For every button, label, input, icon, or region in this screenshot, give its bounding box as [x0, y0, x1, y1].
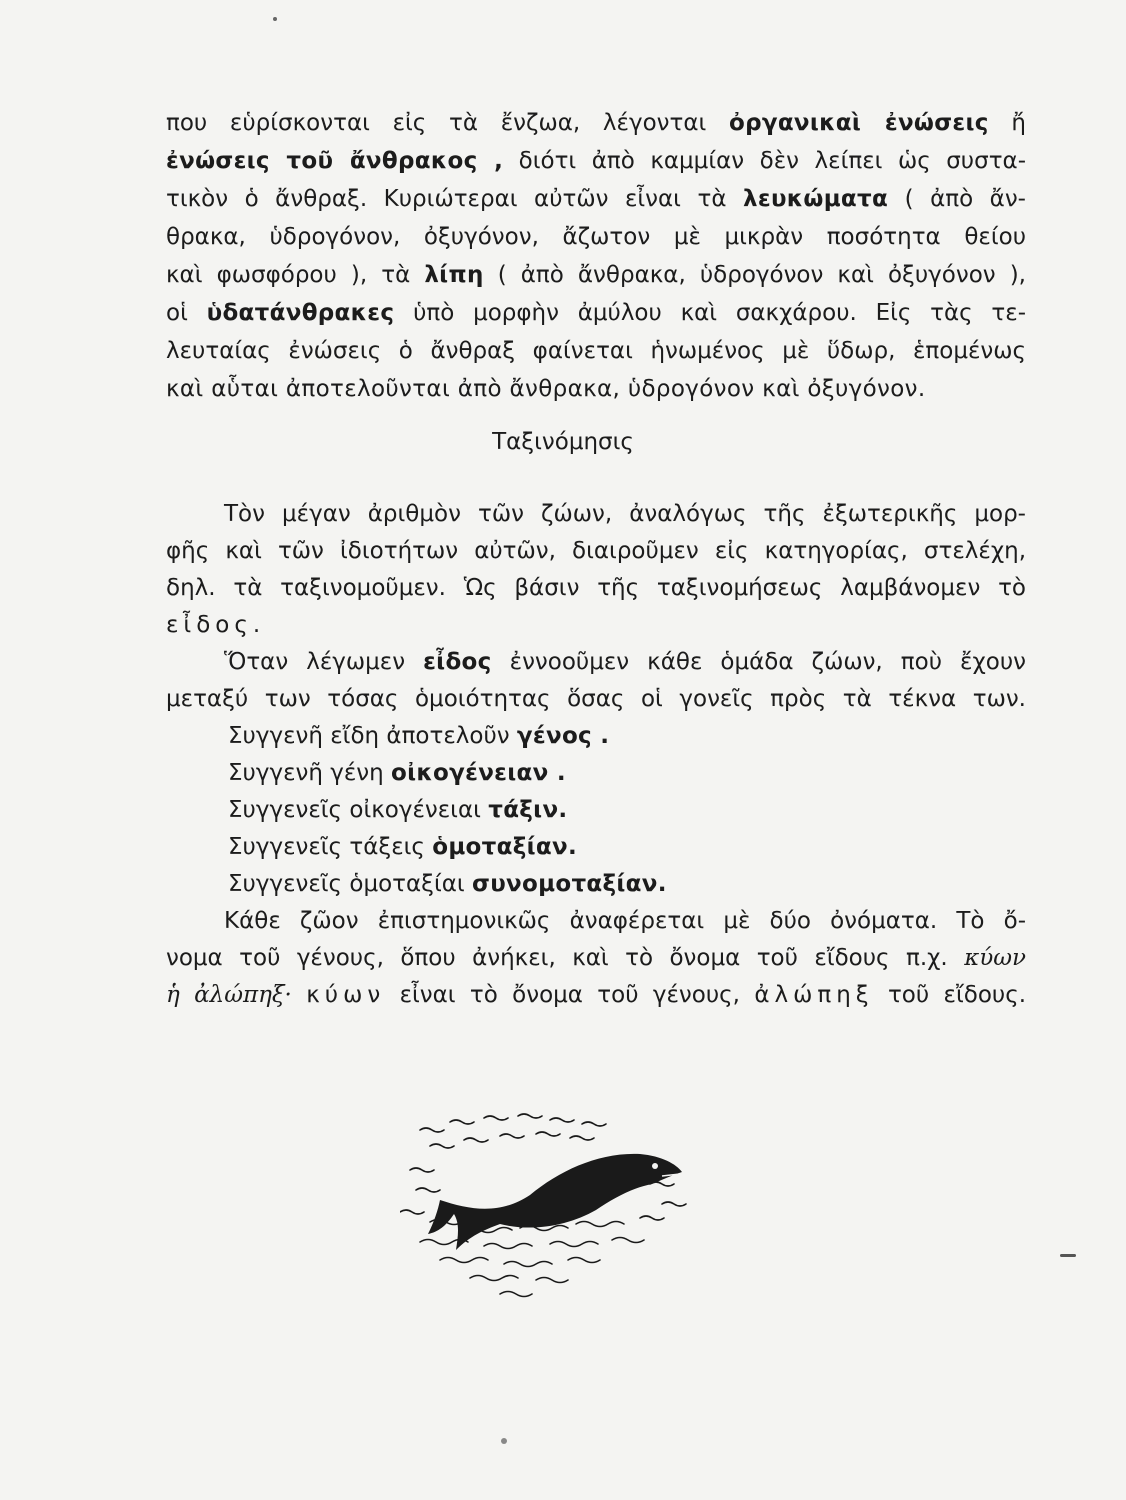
text-run: Συγγενῆ γένη: [228, 760, 392, 786]
whale-illustration: [400, 1100, 710, 1310]
bold-term: ὀργανικαὶ ἐνώσεις: [729, 110, 989, 136]
text-run: [292, 982, 306, 1008]
text-run: φῆς καὶ τῶν ἰδιοτήτων αὐτῶν, διαιροῦμεν εἰς κατηγορίας, στελέχη,: [166, 538, 1026, 564]
bold-term: τάξιν.: [488, 797, 568, 823]
text-run: ( ἀπὸ ἄνθρακα, ὑδρογόνον καὶ ὀξυγόνον ),: [483, 262, 1026, 288]
italic-term: ἡ ἀλώπηξ·: [166, 982, 292, 1008]
text-run: καὶ αὗται ἀποτελοῦνται ἀπὸ ἄνθρακα, ὑδρογόνον καὶ ὀξυγόνον.: [166, 376, 926, 402]
text-run: εἶναι τὸ ὄνομα τοῦ γένους,: [385, 982, 755, 1008]
text-run: μεταξύ των τόσας ὁμοιότητας ὅσας οἱ γονεῖς πρὸς τὰ τέκνα των.: [166, 686, 1026, 712]
text-run: θρακα, ὑδρογόνον, ὀξυγόνον, ἄζωτον μὲ μικρὰν ποσότητα θείου: [166, 224, 1026, 250]
text-run: ὑπὸ μορφὴν ἀμύλου καὶ σακχάρου. Εἰς τὰς τε-: [394, 300, 1026, 326]
bold-term: οἰκογένειαν .: [391, 760, 566, 786]
text-line: [166, 256, 1026, 294]
text-line: [166, 644, 1026, 681]
bold-term: εἶδος: [423, 649, 492, 675]
text-line: [166, 180, 1026, 218]
text-run: τικὸν ὁ ἄνθραξ. Κυριώτεραι αὐτῶν εἶναι τὰ: [166, 186, 743, 212]
paragraph-organic-compounds: [166, 104, 1026, 408]
dust-speck: [501, 1438, 507, 1444]
text-line: [166, 940, 1026, 977]
text-line: [166, 104, 1026, 142]
text-run: Συγγενεῖς ὁμοταξίαι: [228, 871, 473, 897]
text-run: λευταίας ἐνώσεις ὁ ἄνθραξ φαίνεται ἡνωμένος μὲ ὕδωρ, ἑπομένως: [166, 338, 1026, 364]
paragraph-classification: [166, 496, 1026, 1014]
bold-term: ἐνώσεις τοῦ ἄνθρακος ,: [166, 148, 504, 174]
text-line: [166, 218, 1026, 256]
text-run: Συγγενεῖς τάξεις: [228, 834, 433, 860]
hierarchy-list-item: [166, 718, 1026, 755]
text-line: [166, 977, 1026, 1014]
text-run: Τὸν μέγαν ἀριθμὸν τῶν ζώων, ἀναλόγως τῆς ἐξωτερικῆς μορ-: [224, 501, 1026, 527]
dust-speck: [1060, 1254, 1076, 1257]
text-line: [166, 370, 1026, 408]
hierarchy-list-item: [166, 829, 1026, 866]
hierarchy-list-item: [166, 792, 1026, 829]
text-run: ἐννοοῦμεν κάθε ὁμάδα ζώων, ποὺ ἔχουν: [491, 649, 1026, 675]
text-line: [166, 607, 1026, 644]
spaced-term: κύων: [306, 982, 386, 1008]
text-run: καὶ φωσφόρου ), τὰ: [166, 262, 425, 288]
bold-term: ὁμοταξίαν.: [432, 834, 577, 860]
text-line: [166, 533, 1026, 570]
text-line: [166, 142, 1026, 180]
text-line: [166, 570, 1026, 607]
text-run: Συγγενῆ εἴδη ἀποτελοῦν: [228, 723, 517, 749]
text-run: νομα τοῦ γένους, ὅπου ἀνήκει, καὶ τὸ ὄνομα τοῦ εἴδους π.χ.: [166, 945, 965, 971]
text-line: [166, 294, 1026, 332]
dust-speck: [273, 17, 277, 21]
text-run: ἤ: [988, 110, 1027, 136]
bold-term: ὑδατάνθρακες: [206, 300, 395, 326]
bold-term: συνομοταξίαν.: [472, 871, 667, 897]
bold-term: λευκώματα: [742, 186, 889, 212]
text-run: που εὑρίσκονται εἰς τὰ ἔνζωα, λέγονται: [166, 110, 729, 136]
text-run: τοῦ εἴδους.: [873, 982, 1027, 1008]
text-line: [166, 332, 1026, 370]
text-line: [166, 681, 1026, 718]
text-run: οἱ: [166, 300, 207, 326]
text-run: Συγγενεῖς οἰκογένειαι: [228, 797, 489, 823]
text-line: [166, 903, 1026, 940]
text-run: Κάθε ζῶον ἐπιστημονικῶς ἀναφέρεται μὲ δύο ὀνόματα. Τὸ ὄ-: [224, 908, 1026, 934]
spaced-term: ἀλώπηξ: [754, 982, 874, 1008]
text-run: διότι ἀπὸ καμμίαν δὲν λείπει ὡς συστα-: [503, 148, 1026, 174]
text-run: ( ἀπὸ ἄν-: [888, 186, 1026, 212]
text-run: Ὅταν λέγωμεν: [224, 649, 424, 675]
italic-term: κύων: [964, 945, 1026, 971]
text-run: δηλ. τὰ ταξινομοῦμεν. Ὡς βάσιν τῆς ταξινομήσεως λαμβάνομεν τὸ: [166, 575, 1026, 601]
hierarchy-list-item: [166, 866, 1026, 903]
bold-term: γένος .: [516, 723, 610, 749]
hierarchy-list-item: [166, 755, 1026, 792]
spaced-term: εἶδος.: [166, 612, 266, 638]
section-heading: Ταξινόμησις: [492, 429, 634, 455]
text-line: [166, 496, 1026, 533]
bold-term: λίπη: [424, 262, 484, 288]
